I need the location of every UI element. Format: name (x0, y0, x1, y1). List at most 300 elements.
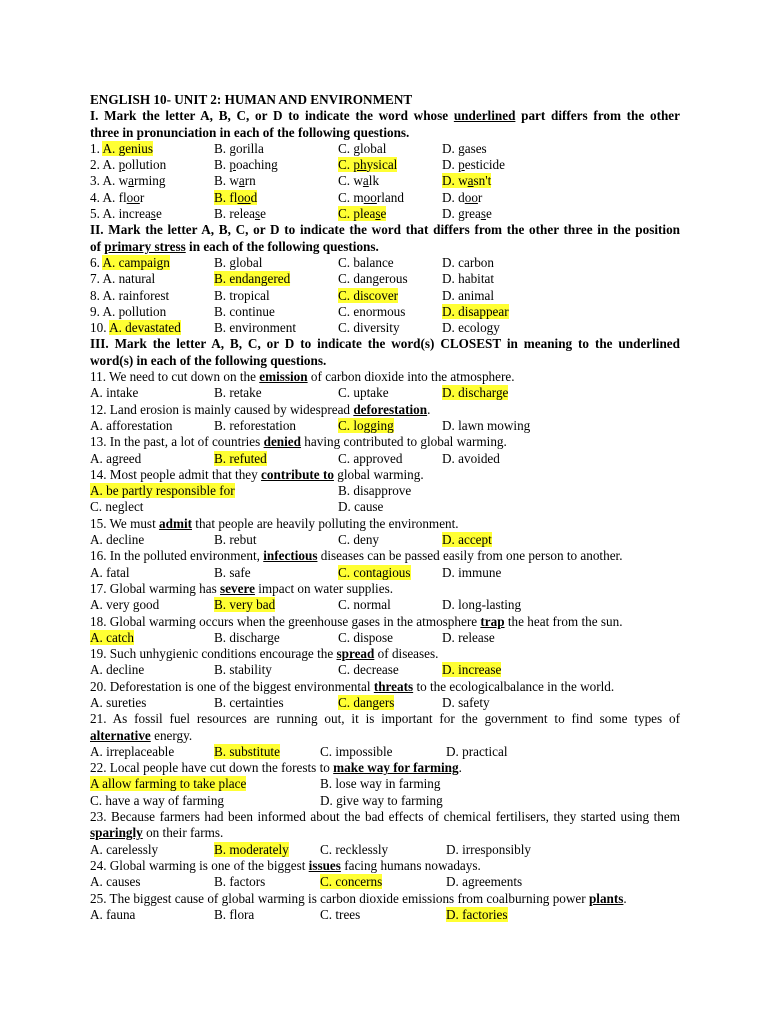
text-run: C. plea (338, 206, 376, 222)
option-b (214, 157, 278, 173)
text-run: C. approved (338, 450, 403, 466)
text-run: B. endangered (214, 271, 291, 287)
question-number: 1. (90, 140, 103, 156)
text-run: A. be partly responsible for (90, 483, 235, 499)
underlined-text: make way for farming (333, 760, 459, 776)
text-run: B. moderately (214, 841, 289, 857)
text-run: to the ecologicalbalance in the world. (413, 678, 615, 694)
options-row (90, 597, 680, 613)
option-d (442, 418, 530, 434)
option-b (338, 499, 383, 515)
text-run: C. w (338, 173, 363, 189)
text-run: A. irreplaceable (90, 743, 175, 759)
question-stem (90, 516, 680, 532)
text-run: A. intake (90, 385, 139, 401)
text-run: C. impossible (320, 743, 393, 759)
text-run: B. w (214, 173, 239, 189)
option-b (214, 907, 254, 923)
option-b (214, 418, 296, 434)
options-row (90, 695, 680, 711)
options-row (90, 874, 680, 890)
text-run: facing humans nowadays. (340, 857, 481, 873)
instruction-text: I. Mark the letter A, B, C, or D to indicate the word whose (90, 108, 454, 124)
question-stem (90, 679, 680, 695)
option-d (442, 695, 490, 711)
text-run: D. accept (442, 532, 492, 548)
text-run: C. (338, 157, 354, 173)
text-run: D. factories (446, 906, 508, 922)
question-row (90, 320, 680, 336)
option-c (338, 271, 408, 287)
text-run: D. irresponsibly (446, 841, 531, 857)
question-row (90, 157, 680, 173)
text-run: D. grea (442, 206, 481, 222)
text-run: B. fl (214, 189, 238, 205)
text-run: D. long-lasting (442, 597, 522, 613)
option-c (338, 532, 379, 548)
option-d (442, 141, 487, 157)
option-a (90, 418, 173, 434)
text-run: A. carelessly (90, 841, 159, 857)
text-run: A. pollution (102, 303, 167, 319)
question-stem (90, 467, 680, 483)
text-run: rming (133, 173, 166, 189)
text-run: B. factors (214, 874, 266, 890)
text-run: B. safe (214, 564, 251, 580)
section-2-instruction-line-2 (90, 239, 680, 255)
underlined-text: p (229, 157, 236, 173)
option-c (338, 157, 397, 173)
text-run: C. dispose (338, 629, 393, 645)
text-run: e (380, 206, 387, 222)
question-row (90, 173, 680, 189)
option-d (442, 206, 492, 222)
option-b (214, 597, 275, 613)
option-a (90, 907, 135, 923)
text-run: D. (442, 157, 459, 173)
option-d (442, 190, 482, 206)
question-number: 7. (90, 271, 103, 287)
option-c (338, 451, 402, 467)
option-a (90, 304, 166, 320)
underlined-text: admit (159, 515, 192, 531)
text-run: D. release (442, 629, 495, 645)
text-run: C. enormous (338, 303, 406, 319)
text-run: B. relea (214, 206, 256, 222)
text-run: D. ecology (442, 320, 500, 336)
option-c (338, 418, 394, 434)
text-run: global warming. (333, 466, 424, 482)
option-d (446, 842, 531, 858)
text-run: D. increase (442, 662, 502, 678)
option-b (214, 842, 289, 858)
section-1-questions (90, 141, 680, 222)
option-a (90, 597, 159, 613)
option-a (90, 695, 146, 711)
question-row (90, 190, 680, 206)
text-run: 24. Global warming is one of the biggest (90, 857, 309, 873)
question-number: 9. (90, 303, 103, 319)
question-stem (90, 858, 680, 874)
option-a (90, 565, 130, 581)
text-run: B. very bad (214, 597, 276, 613)
text-run: 18. Global warming occurs when the greenhouse gases in the atmosphere (90, 613, 481, 629)
underlined-text: oo (126, 189, 140, 205)
underlined-text: s (255, 206, 261, 222)
text-run: sn't (473, 173, 492, 189)
underlined-text: trap (480, 613, 505, 629)
worksheet (90, 92, 680, 923)
text-run: . (623, 890, 627, 906)
text-run: e (485, 206, 492, 222)
question-number: 8. (90, 287, 103, 303)
text-run: 16. In the polluted environment, (90, 548, 264, 564)
text-run: rland (376, 189, 404, 205)
text-run: diseases can be passed easily from one person to another. (317, 548, 623, 564)
text-run: C. (338, 140, 354, 156)
text-run: D. practical (446, 743, 508, 759)
text-run: A. rainforest (102, 287, 170, 303)
text-run: D. disappear (442, 303, 509, 319)
option-b (320, 776, 441, 792)
text-run: . (427, 401, 431, 417)
text-run: C. have a way of farming (90, 792, 225, 808)
option-c (320, 842, 388, 858)
option-c (338, 173, 379, 189)
option-a (90, 320, 181, 336)
text-run: D. discharge (442, 385, 509, 401)
question-row (90, 288, 680, 304)
option-d (442, 451, 500, 467)
underlined-text: g (118, 140, 126, 156)
option-b (214, 255, 262, 271)
option-c (338, 190, 404, 206)
question-stem (90, 581, 680, 597)
text-run: 13. In the past, a lot of countries (90, 434, 264, 450)
text-run: oaching (235, 157, 278, 173)
underlined-text: denied (263, 434, 301, 450)
option-c (338, 630, 393, 646)
option-a (90, 793, 224, 809)
text-run: B. retake (214, 385, 262, 401)
text-run: D. agreements (446, 874, 523, 890)
options-row (90, 630, 680, 646)
text-run: B. stability (214, 662, 272, 678)
text-run: B. disapprove (338, 483, 412, 499)
option-c (320, 874, 382, 890)
text-run: C. m (338, 189, 364, 205)
option-a (90, 141, 153, 157)
text-run: A. fl (102, 189, 127, 205)
option-d (442, 255, 494, 271)
option-a (90, 190, 144, 206)
option-a (90, 451, 141, 467)
underlined-text: p (458, 157, 465, 173)
section-1-instruction-line-2: three in pronunciation in each of the following questions. (90, 124, 410, 140)
text-run: B. (214, 157, 230, 173)
option-b (338, 483, 411, 499)
question-row (90, 141, 680, 157)
underlined-text: oo (237, 189, 251, 205)
question-stem (90, 548, 680, 564)
instruction-text: of (90, 238, 105, 254)
text-run: C. balance (338, 254, 394, 270)
text-run: having contributed to global warming. (300, 434, 507, 450)
text-run: 22. Local people have cut down the forests to (90, 760, 334, 776)
underlined-text: alternative (90, 727, 151, 743)
option-c (338, 320, 400, 336)
option-b (214, 630, 280, 646)
section-3-questions (90, 369, 680, 923)
option-d (442, 157, 505, 173)
underlined-text: contribute to (261, 466, 334, 482)
text-run: A. fatal (90, 564, 130, 580)
instruction-text: in each of the following questions. (185, 238, 379, 254)
underlined-text: plants (588, 890, 624, 906)
option-c (320, 907, 360, 923)
question-stem (90, 809, 680, 825)
option-a (90, 874, 141, 890)
question-number: 6. (90, 254, 103, 270)
text-run: A. very good (90, 597, 160, 613)
option-d (442, 320, 500, 336)
text-run: ollution (125, 157, 167, 173)
question-stem (90, 760, 680, 776)
option-b (214, 304, 275, 320)
text-run: D. give way to farming (320, 792, 443, 808)
text-run: B. environment (214, 320, 297, 336)
text-run: A. campaign (102, 254, 170, 270)
text-run: r (477, 189, 483, 205)
text-run: lk (368, 173, 380, 189)
option-d (442, 173, 491, 189)
underlined-text: oo (363, 189, 377, 205)
underlined-text: infectious (263, 548, 318, 564)
option-a (90, 288, 169, 304)
section-3-instruction-line-2: word(s) in each of the following questions. (90, 352, 327, 368)
text-run: D. animal (442, 287, 495, 303)
option-a (90, 255, 170, 271)
text-run: B. rebut (214, 532, 257, 548)
text-run: A. natural (102, 271, 156, 287)
option-b (214, 173, 256, 189)
underlined-text: spread (336, 646, 375, 662)
options-row (90, 483, 680, 499)
option-d (442, 385, 508, 401)
text-run: on their farms. (142, 825, 224, 841)
option-a (90, 157, 166, 173)
option-b (214, 744, 280, 760)
text-run: B. tropical (214, 287, 270, 303)
option-d (442, 630, 495, 646)
option-d (442, 271, 494, 287)
text-run: D. carbon (442, 254, 494, 270)
text-run: 25. The biggest cause of global warming is carbon dioxide emissions from coalburning power (90, 890, 589, 906)
text-run: B. reforestation (214, 417, 297, 433)
text-run: C. recklessly (320, 841, 389, 857)
text-run: enius (125, 140, 154, 156)
option-a (90, 776, 246, 792)
question-stem (90, 369, 680, 385)
text-run: B. certainties (214, 694, 284, 710)
text-run: A. (102, 157, 119, 173)
text-run: C. decrease (338, 662, 399, 678)
text-run: D. (442, 140, 459, 156)
underlined-text: s (375, 206, 381, 222)
option-a (90, 630, 134, 646)
text-run: ases (464, 140, 487, 156)
text-run: e (155, 206, 162, 222)
option-c (338, 206, 386, 222)
section-2-instruction-line-1: II. Mark the letter A, B, C, or D to indicate the word that differs from the other three in the position (90, 222, 680, 238)
options-row (90, 776, 680, 792)
text-run: C. uptake (338, 385, 389, 401)
options-row (90, 565, 680, 581)
underlined-text: g (229, 140, 236, 156)
text-run: lobal (359, 140, 387, 156)
text-run: 20. Deforestation is one of the biggest environmental (90, 678, 374, 694)
text-run: B. (214, 140, 230, 156)
underlined-text: deforestation (353, 401, 428, 417)
text-run: C. dangerous (338, 271, 408, 287)
text-run: D. avoided (442, 450, 500, 466)
option-c (338, 288, 398, 304)
text-run: C. concerns (320, 874, 383, 890)
text-run: C. logging (338, 417, 394, 433)
text-run: A. sureties (90, 694, 147, 710)
underlined-text: threats (373, 678, 414, 694)
text-run: of carbon dioxide into the atmosphere. (307, 369, 515, 385)
options-row (90, 793, 680, 809)
option-a (90, 483, 235, 499)
option-c (338, 695, 394, 711)
options-row (90, 532, 680, 548)
question-number: 4. (90, 189, 103, 205)
text-run: A allow farming to take place (90, 776, 247, 792)
question-stem (90, 614, 680, 630)
option-d (442, 304, 509, 320)
text-run: ysical (366, 157, 398, 173)
underlined-text: oo (464, 189, 478, 205)
question-row (90, 255, 680, 271)
text-run: D. cause (338, 499, 384, 515)
underlined-text: s (480, 206, 486, 222)
option-b (214, 874, 265, 890)
text-run: r (139, 189, 145, 205)
options-row (90, 907, 680, 923)
text-run: C. contagious (338, 564, 411, 580)
text-run: C. normal (338, 597, 391, 613)
section-3-instruction-line-1: III. Mark the letter A, B, C, or D to indicate the word(s) CLOSEST in meaning to the underlined (90, 336, 680, 352)
text-run: B. substitute (214, 743, 280, 759)
text-run: B. discharge (214, 629, 280, 645)
text-run: 21. As fossil fuel resources are running out, it is important for the government to find some types of (90, 711, 680, 727)
question-stem (90, 711, 680, 727)
option-d (442, 662, 501, 678)
text-run: 23. Because farmers had been informed about the bad effects of chemical fertilisers, they started using them (90, 809, 680, 825)
option-d (446, 907, 508, 923)
worksheet-title: ENGLISH 10- UNIT 2: HUMAN AND ENVIRONMENT (90, 92, 413, 107)
text-run: of diseases. (374, 646, 439, 662)
text-run: that people are heavily polluting the environment. (192, 515, 459, 531)
option-b (214, 206, 266, 222)
text-run: 11. We need to cut down on the (90, 369, 260, 385)
underlined-text: g (353, 140, 360, 156)
underlined-text: p (118, 157, 126, 173)
option-c (320, 744, 393, 760)
option-c (338, 565, 411, 581)
text-run: B. global (214, 254, 263, 270)
option-c (338, 141, 386, 157)
option-d (442, 532, 492, 548)
text-run: esticide (464, 157, 505, 173)
option-b (320, 793, 443, 809)
option-d (442, 597, 521, 613)
underlined-text: g (458, 140, 465, 156)
text-run: D. d (442, 189, 465, 205)
section-2-questions (90, 255, 680, 336)
options-row (90, 451, 680, 467)
text-run: 17. Global warming has (90, 580, 221, 596)
text-run: C. neglect (90, 499, 144, 515)
options-row (90, 499, 680, 515)
text-run: A. decline (90, 532, 145, 548)
underlined-text: ph (353, 157, 367, 173)
option-b (214, 320, 296, 336)
text-run: A. (102, 140, 119, 156)
option-d (442, 288, 494, 304)
text-run: D. safety (442, 694, 490, 710)
options-row (90, 662, 680, 678)
question-stem-continued (90, 825, 680, 841)
text-run: B. continue (214, 303, 275, 319)
text-run: A. afforestation (90, 417, 173, 433)
underlined-text: a (467, 173, 474, 189)
text-run: C. deny (338, 532, 380, 548)
text-run: A. fauna (90, 906, 136, 922)
text-run: C. discover (338, 287, 399, 303)
text-run: C. trees (320, 906, 361, 922)
option-a (90, 662, 144, 678)
question-row (90, 206, 680, 222)
instruction-underlined: primary stress (104, 238, 186, 254)
question-stem (90, 646, 680, 662)
instruction-text: part differs from the other (515, 108, 680, 124)
text-run: d (250, 189, 258, 205)
option-a (90, 532, 144, 548)
question-stem (90, 891, 680, 907)
option-b (214, 271, 290, 287)
underlined-text: emission (259, 369, 308, 385)
option-b (214, 451, 267, 467)
text-run: 14. Most people admit that they (90, 466, 262, 482)
section-1-instruction-line-1 (90, 108, 680, 124)
question-number: 2. (90, 157, 103, 173)
option-b (214, 662, 272, 678)
text-run: rn (244, 173, 256, 189)
text-run: D. w (442, 173, 468, 189)
option-a (90, 842, 158, 858)
question-stem (90, 402, 680, 418)
options-row (90, 744, 680, 760)
option-c (338, 255, 394, 271)
option-b (214, 532, 257, 548)
option-b (214, 695, 284, 711)
text-run: A. w (102, 173, 129, 189)
text-run: 19. Such unhygienic conditions encourage the (90, 646, 337, 662)
option-a (90, 173, 166, 189)
option-b (214, 141, 264, 157)
